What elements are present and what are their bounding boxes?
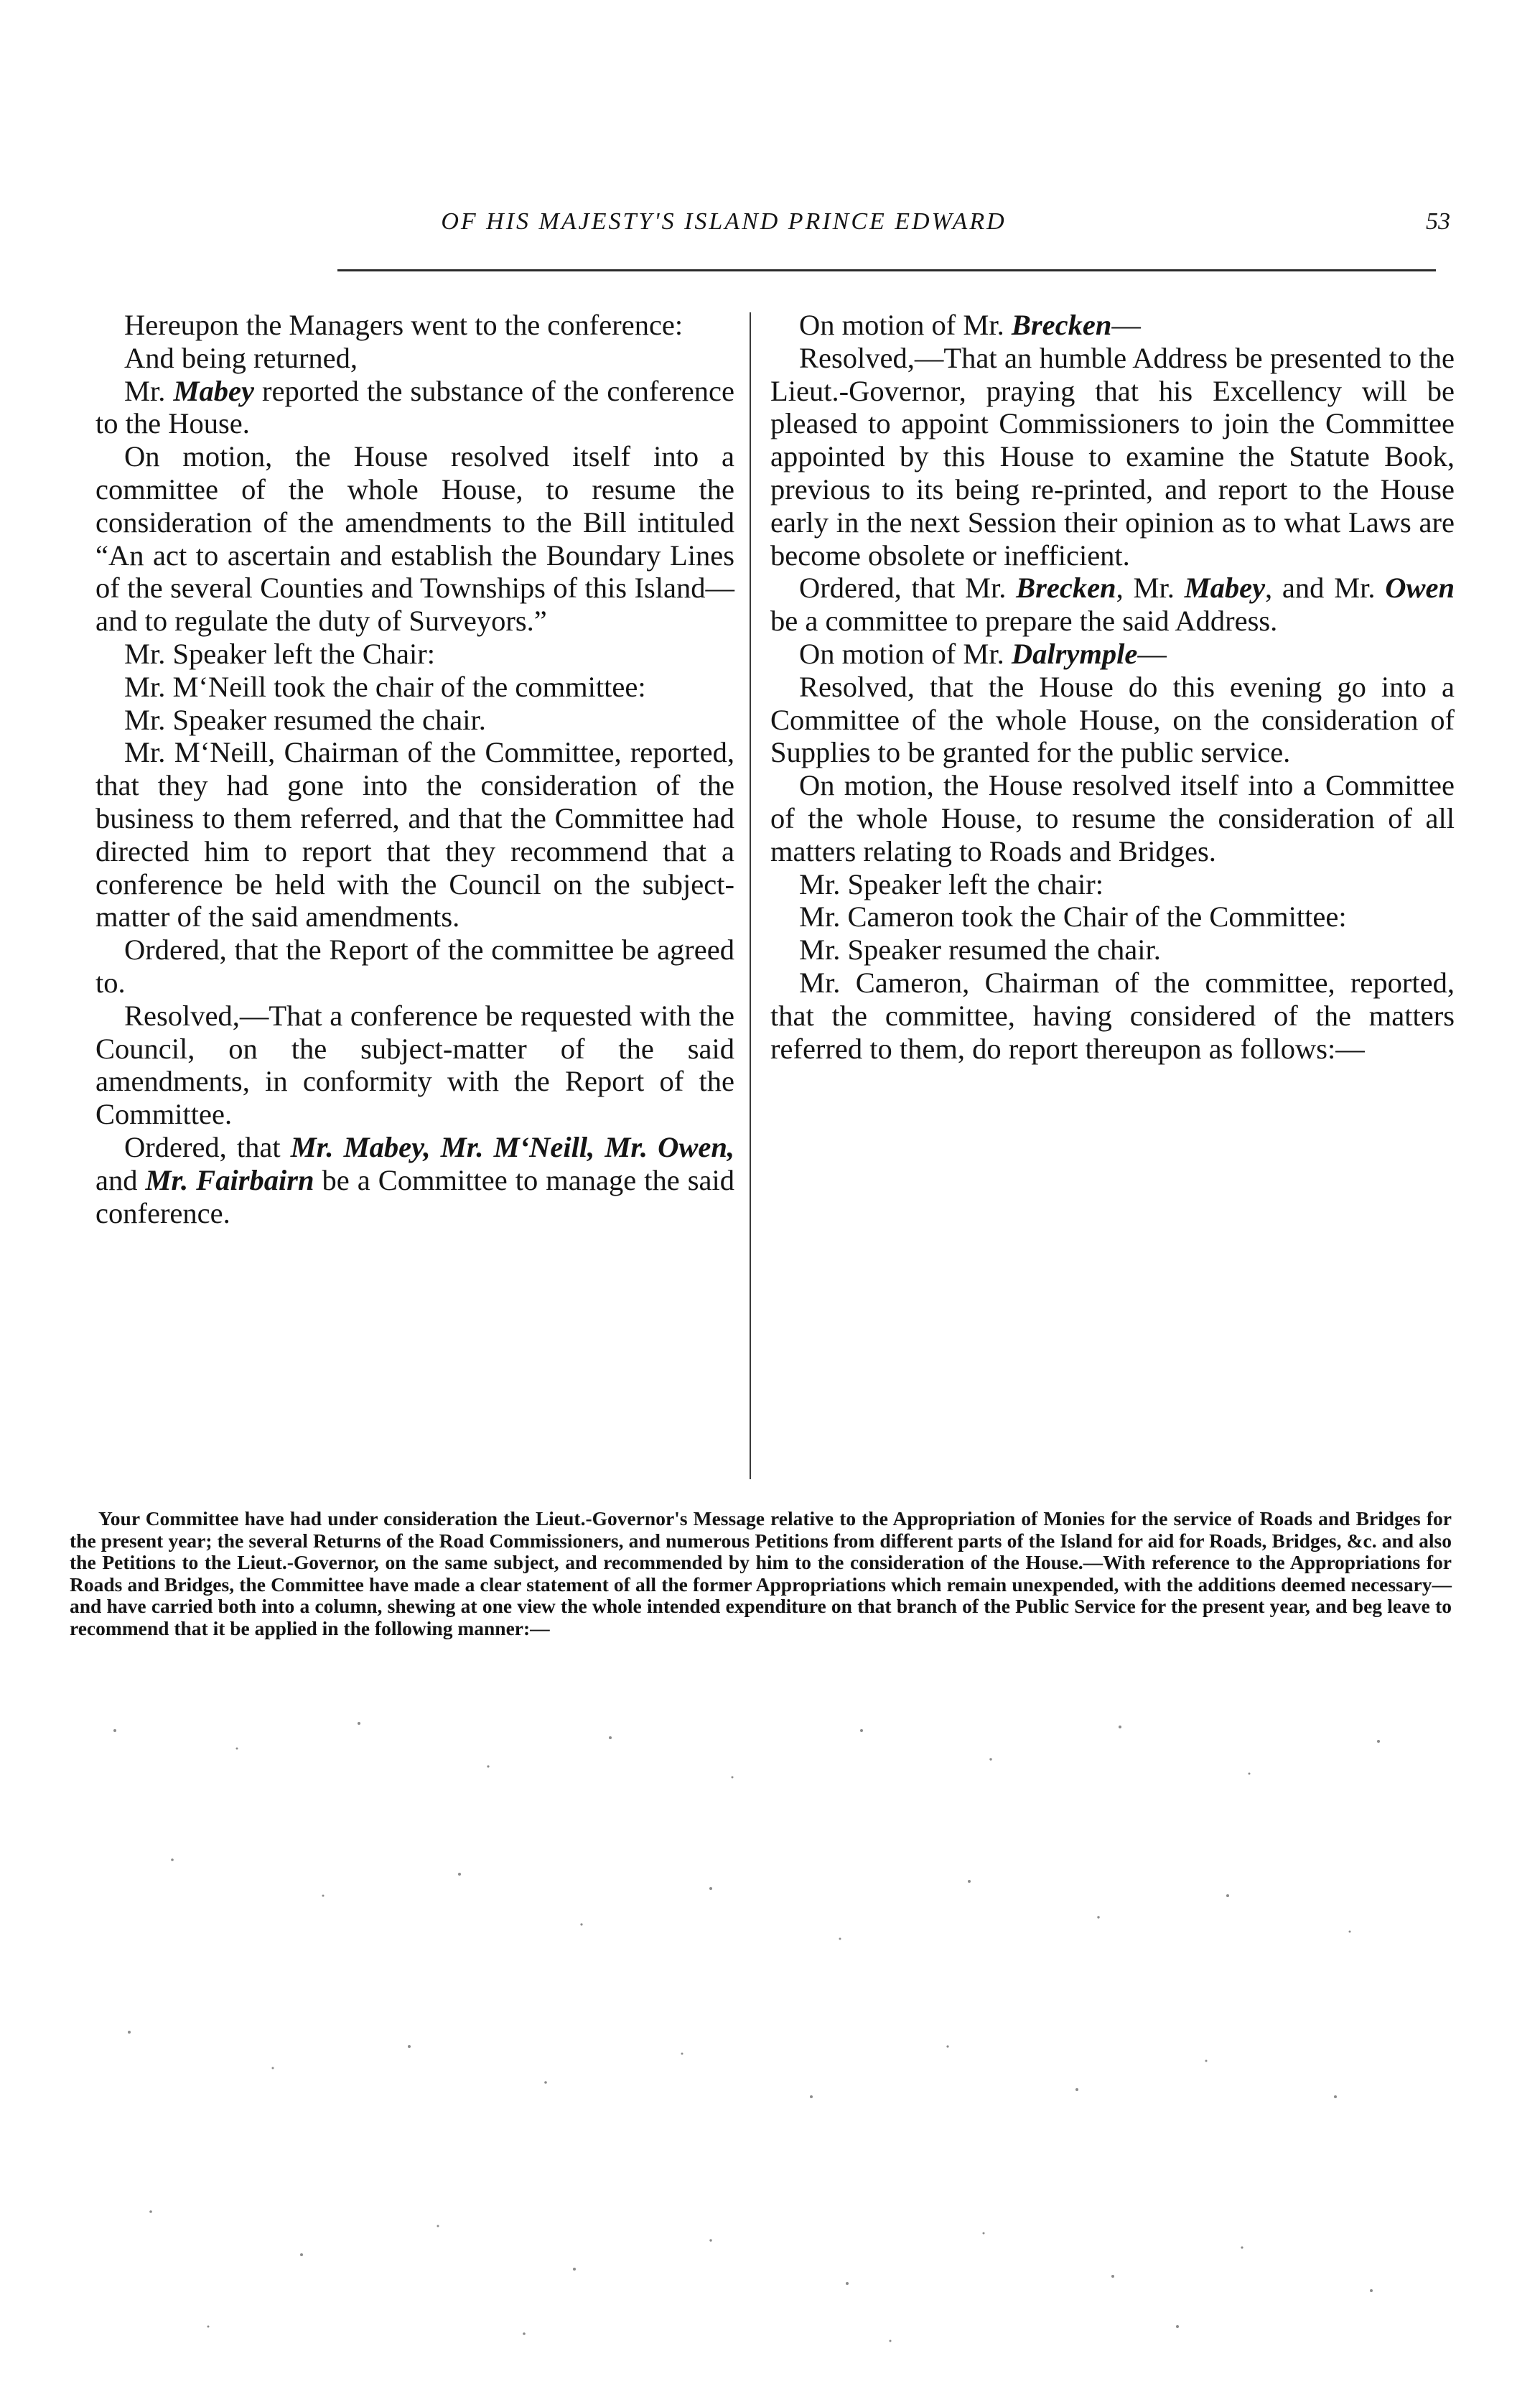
header-rule: [337, 269, 1436, 271]
member-name: Mabey: [1184, 572, 1266, 605]
left-column: [95, 309, 734, 1229]
member-names: Mr. Mabey, Mr. M‘Neill, Mr. Owen,: [290, 1130, 735, 1163]
paragraph: And being returned,: [124, 341, 358, 374]
paragraph: Hereupon the Managers went to the conference:: [124, 309, 683, 341]
paragraph: Mr. Cameron, Chairman of the committee, reported, that the committee, having considered of the matters referred to them, do report thereupon as follows:—: [770, 966, 1455, 1065]
right-column: [770, 309, 1455, 1065]
paragraph: On motion, the House resolved itself into a committee of the whole House, to resume the consideration of the amendments to the Bill intituled “An act to ascertain and establish the Boundary Lines of the several Counties and Townships of this Island—and to regulate the duty of Surveyors.”: [95, 440, 734, 638]
member-name: Owen: [1385, 572, 1455, 605]
paragraph: Mr. Speaker left the chair:: [799, 867, 1103, 900]
column-divider: [750, 312, 751, 1479]
paragraph: Ordered, that Mr. Brecken, Mr. Mabey, and Mr. Owen be a committee to prepare the said Address.: [770, 572, 1455, 638]
paragraph: Mr. Speaker resumed the chair.: [124, 703, 486, 736]
running-head: [0, 208, 1540, 251]
paragraph: Mr. M‘Neill took the chair of the committee:: [124, 670, 646, 703]
committee-report: [70, 1508, 1452, 1639]
paragraph: On motion, the House resolved itself into a Committee of the whole House, to resume the consideration of all matters relating to Roads and Bridges.: [770, 769, 1455, 867]
member-name: Dalrymple: [1011, 637, 1138, 670]
paragraph: Mr. Mabey reported the substance of the conference to the House.: [95, 374, 734, 440]
paragraph: Mr. M‘Neill, Chairman of the Committee, reported, that they had gone into the consideration of the business to them referred, and that the Committee had directed him to report that they recommend that a conference be held with the Council on the subject-matter of the said amendments.: [95, 736, 734, 933]
page-number: 53: [1426, 208, 1450, 235]
paragraph: Resolved, that the House do this evening go into a Committee of the whole House, on the consideration of Supplies to be granted for the public service.: [770, 670, 1455, 769]
bleed-through-speckle: [86, 1709, 1436, 2355]
paragraph: Resolved,—That a conference be requested with the Council, on the subject-matter of the said amendments, in conformity with the Report of the Committee.: [95, 999, 734, 1131]
paragraph: Resolved,—That an humble Address be presented to the Lieut.-Governor, praying that his Excellency will be pleased to appoint Commissioners to join the Committee appointed by this House to examine the Statute Book, previous to its being re-printed, and report to the House early in the next Session their opinion as to what Laws are become obsolete or inefficient.: [770, 341, 1455, 572]
paragraph: Ordered, that Mr. Mabey, Mr. M‘Neill, Mr. Owen, and Mr. Fairbairn be a Committee to manage the said conference.: [95, 1130, 735, 1229]
paragraph: Ordered, that the Report of the committee be agreed to.: [95, 933, 734, 999]
member-name: Brecken: [1016, 572, 1116, 605]
paragraph: Mr. Speaker left the Chair:: [124, 637, 436, 670]
member-name: Brecken: [1011, 309, 1112, 341]
paragraph: On motion of Mr. Brecken—: [799, 309, 1141, 341]
report-paragraph: Your Committee have had under consideration the Lieut.-Governor's Message relative to the Appropriation of Monies for the service of Roads and Bridges for the present year; the several Returns of the Road Commissioners, and numerous Petitions from different parts of the Island for aid for Roads, Bridges, &c. and also the Petitions to the Lieut.-Governor, on the same subject, and recommended by him to the consideration of the House.—With reference to the Appropriations for Roads and Bridges, the Committee have made a clear statement of all the former Appropriations which remain unexpended, with the additions deemed necessary—and have carried both into a column, shewing at one view the whole intended expenditure on that branch of the Public Service for the present year, and beg leave to recommend that it be applied in the following manner:—: [70, 1507, 1452, 1639]
paragraph: On motion of Mr. Dalrymple—: [799, 637, 1167, 670]
member-name: Mabey: [173, 374, 254, 407]
member-name: Mr. Fairbairn: [145, 1163, 314, 1196]
paragraph: Mr. Speaker resumed the chair.: [799, 933, 1161, 967]
paragraph: Mr. Cameron took the Chair of the Committee:: [799, 900, 1347, 933]
running-title: OF HIS MAJESTY'S ISLAND PRINCE EDWARD: [441, 208, 1007, 235]
